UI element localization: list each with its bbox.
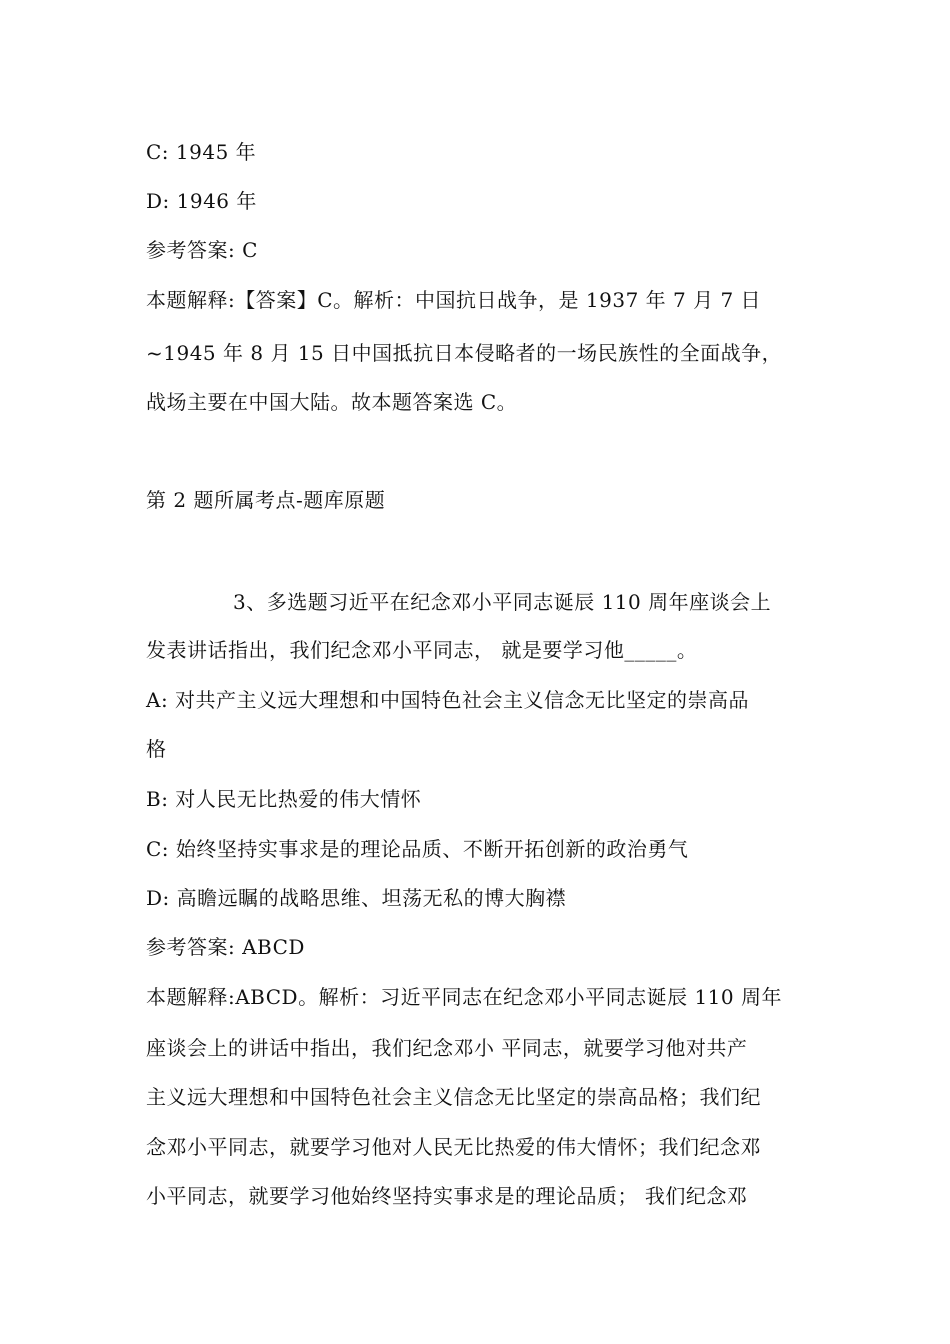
answer-text: 参考答案: C <box>146 238 258 262</box>
option-d-text: D: 高瞻远瞩的战略思维、坦荡无私的博大胸襟 <box>146 886 567 910</box>
explanation-line: ~1945 年 8 月 15 日中国抵抗日本侵略者的一场民族性的全面战争， <box>146 341 783 365</box>
question-stem-line: 3、多选题习近平在纪念邓小平同志诞辰 110 周年座谈会上 <box>233 590 772 614</box>
option-c-text: C: 1945 年 <box>146 140 257 164</box>
option-a-text: 格 <box>146 737 167 761</box>
option-b-text: B: 对人民无比热爱的伟大情怀 <box>146 787 422 811</box>
explanation-line: 战场主要在中国大陆。故本题答案选 C。 <box>146 390 518 414</box>
answer-text: 参考答案: ABCD <box>146 935 305 959</box>
explanation-line: 主义远大理想和中国特色社会主义信念无比坚定的崇高品格；我们纪 <box>146 1085 761 1109</box>
option-c-text: C: 始终坚持实事求是的理论品质、不断开拓创新的政治勇气 <box>146 837 689 861</box>
option-a-text: A: 对共产主义远大理想和中国特色社会主义信念无比坚定的崇高品 <box>146 688 750 712</box>
explanation-line: 本题解释:ABCD。解析：习近平同志在纪念邓小平同志诞辰 110 周年 <box>146 985 782 1009</box>
option-d-text: D: 1946 年 <box>146 189 257 213</box>
explanation-line: 座谈会上的讲话中指出，我们纪念邓小 平同志，就要学习他对共产 <box>146 1036 748 1060</box>
explanation-line: 小平同志，就要学习他始终坚持实事求是的理论品质； 我们纪念邓 <box>146 1184 748 1208</box>
explanation-line: 念邓小平同志，就要学习他对人民无比热爱的伟大情怀；我们纪念邓 <box>146 1135 761 1159</box>
question-stem-line: 发表讲话指出，我们纪念邓小平同志， 就是要学习他_____。 <box>146 638 698 662</box>
explanation-line: 本题解释:【答案】C。解析：中国抗日战争，是 1937 年 7 月 7 日 <box>146 288 762 312</box>
section-heading: 第 2 题所属考点-题库原题 <box>146 488 386 512</box>
